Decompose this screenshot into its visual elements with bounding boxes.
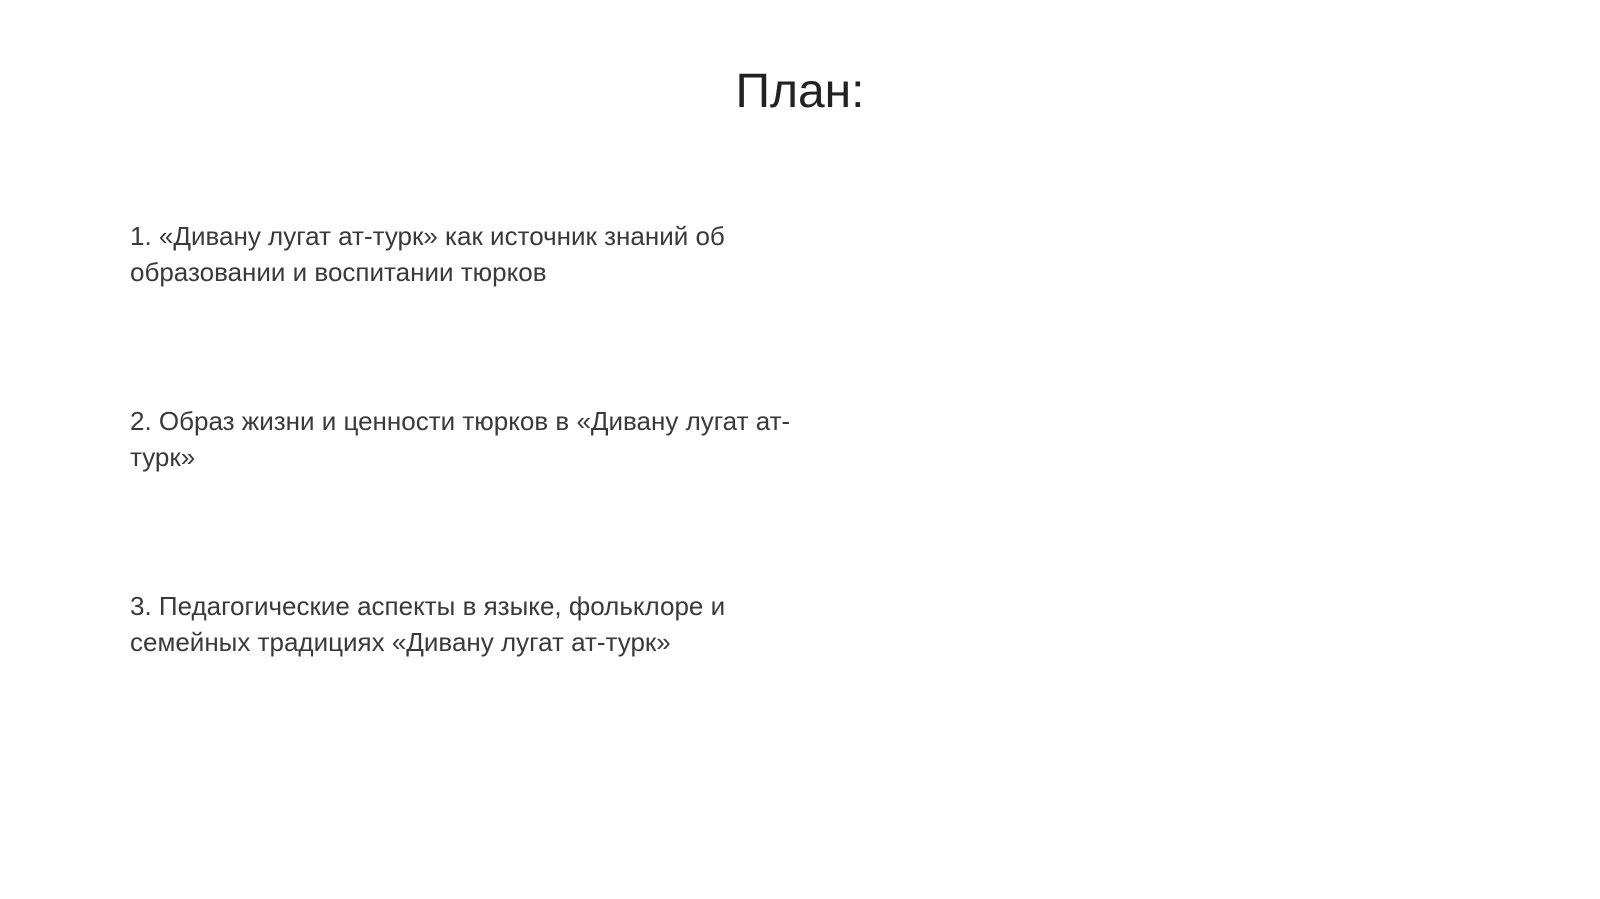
- plan-item-1: 1. «Дивану лугат ат-турк» как источник знаний об образовании и воспитании тюрков: [130, 221, 725, 287]
- slide-title: План:: [735, 65, 865, 118]
- plan-item-2: 2. Образ жизни и ценности тюрков в «Дивану лугат ат-турк»: [130, 406, 791, 472]
- plan-list: [130, 218, 810, 660]
- plan-item-3: 3. Педагогические аспекты в языке, фольклоре и семейных традициях «Дивану лугат ат-турк»: [130, 591, 726, 657]
